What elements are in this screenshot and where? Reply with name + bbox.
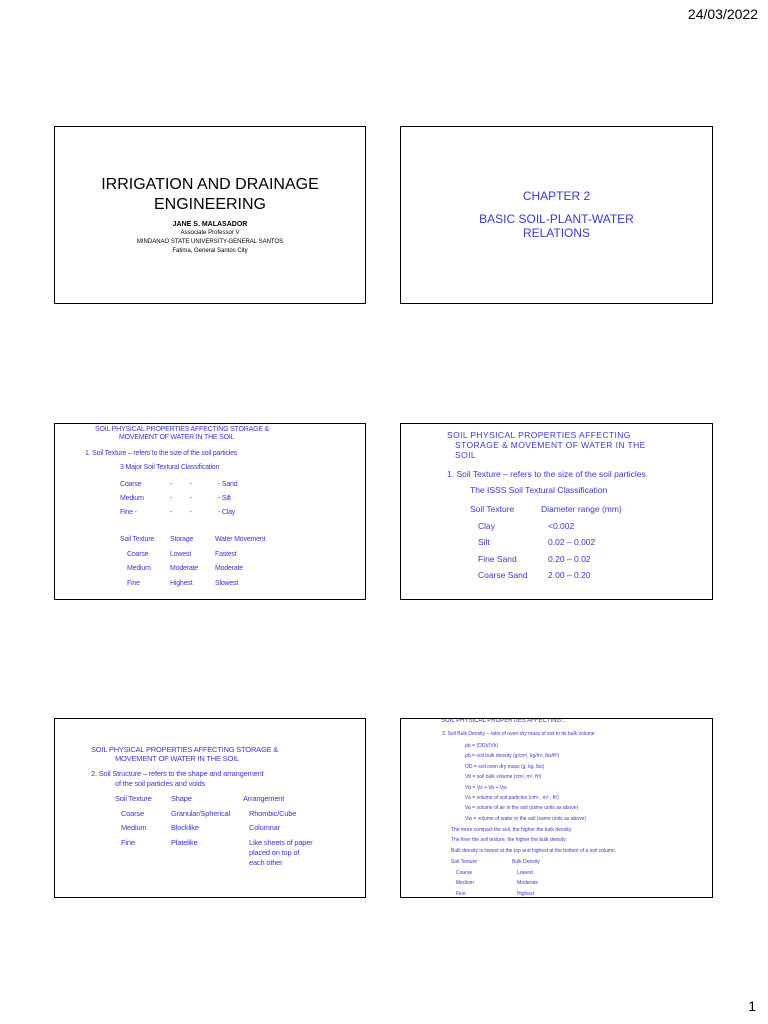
class-result: - Clay [218, 509, 236, 516]
formula-line: ρb = soil bulk density (g/cm³, kg/m³, lbs/ft³) [465, 753, 560, 760]
table-row [470, 567, 622, 584]
table-cell: Coarse [127, 550, 149, 558]
university-location: Fatima, General Santos City [172, 248, 248, 254]
slide5-point-line1: 2. Soil Structure – refers to the shape and arrangement [91, 769, 264, 778]
table-header-row [115, 792, 315, 807]
table-header-row [120, 533, 265, 548]
table-header-row [451, 857, 540, 868]
author-name: JANE S. MALASADOR [172, 221, 248, 228]
slide3-subheading: 3 Major Soil Textural Classification [120, 464, 220, 471]
note-line: Bulk density is lowest at the top and highest at the bottom of a soil column. [451, 847, 617, 854]
note-line: The more compact the soil, the higher the bulk density. [451, 827, 573, 833]
table-cell: Coarse [456, 869, 473, 876]
document-date: 24/03/2022 [687, 6, 758, 22]
table-row [120, 548, 265, 563]
formula-line: Va = volume of air in the soil (same units as above) [465, 805, 579, 812]
table-cell: 0.02 – 0.002 [548, 537, 596, 547]
slide6-formulas [465, 741, 586, 824]
page-number: 1 [748, 998, 756, 1014]
slide-isss-classification [400, 423, 713, 600]
table-row [120, 562, 265, 577]
table-cell: Fine Sand [478, 553, 517, 564]
slide-soil-structure [54, 718, 366, 898]
table-cell: Highest [517, 890, 534, 897]
slide4-point: 1. Soil Texture – refers to the size of the soil particles [447, 469, 646, 479]
slide3-heading-line1: SOIL PHYSICAL PROPERTIES AFFECTING STORAGE & [95, 426, 270, 433]
list-item [120, 506, 237, 520]
table-cell: Moderate [170, 565, 198, 572]
chapter-label: CHAPTER 2 [522, 189, 591, 203]
slide-bulk-density [400, 718, 713, 898]
slide4-table [470, 501, 622, 584]
table-cell: Fine [456, 890, 466, 897]
table-cell: Clay [478, 520, 496, 531]
class-dashes: - - [170, 495, 192, 502]
class-result: - Silt [218, 495, 231, 502]
table-row [470, 534, 622, 551]
table-cell: Fastest [215, 550, 237, 558]
table-cell: Medium [127, 565, 151, 572]
formula-line: Vb = soil bulk volume (cm³, m³, ft³) [465, 774, 542, 781]
slide4-heading-line1: SOIL PHYSICAL PROPERTIES AFFECTING [447, 430, 631, 440]
slide3-heading-line2: MOVEMENT OF WATER IN THE SOIL [119, 434, 235, 441]
formula-line: ρb = (OD)/(Vb) [465, 743, 498, 749]
slide6-heading: SOIL PHYSICAL PROPERTIES AFFECTING... [441, 718, 567, 724]
university-name: MINDANAO STATE UNIVERSITY-GENERAL SANTOS [136, 239, 284, 245]
slide5-heading-line2: MOVEMENT OF WATER IN THE SOIL [115, 754, 239, 763]
slide-chapter [400, 126, 713, 304]
column-header: Shape [171, 794, 192, 803]
column-header: Water Movement [215, 536, 266, 543]
column-header: Storage [170, 536, 194, 543]
column-header: Soil Texture [115, 794, 152, 803]
table-header-row [470, 501, 622, 518]
column-header: Arrangement [243, 794, 285, 803]
chapter-title-line1: BASIC SOIL-PLANT-WATER [479, 212, 634, 226]
slide6-point: 3. Soil Bulk Density – ratio of oven-dry mass of soil to its bulk volume [442, 731, 595, 737]
column-header: Soil Texture [470, 504, 515, 514]
table-row [470, 551, 622, 568]
table-cell: Medium [456, 880, 474, 887]
slide5-heading-line1: SOIL PHYSICAL PROPERTIES AFFECTING STORAGE & [91, 745, 279, 754]
table-cell: <0.002 [548, 520, 575, 531]
table-cell: Lowest [517, 869, 533, 876]
slide5-point-line2: of the soil particles and voids [115, 779, 206, 788]
table-cell: Platelike [171, 837, 198, 847]
table-row [115, 836, 315, 868]
table-cell: Like sheets of paper placed on top of each other [249, 837, 313, 867]
table-cell: Silt [478, 537, 490, 547]
table-cell: Coarse Sand [478, 570, 528, 580]
table-cell: 0.20 – 0.02 [548, 553, 591, 564]
slide6-table [451, 857, 540, 898]
slide4-subheading: The ISSS Soil Textural Classification [470, 485, 608, 495]
class-name: Medium [120, 495, 144, 502]
class-dashes: - - [170, 509, 192, 516]
table-row [451, 889, 540, 898]
table-cell: Rhombic/Cube [249, 808, 297, 818]
table-row [451, 868, 540, 879]
column-header: Bulk Density [512, 859, 540, 865]
table-cell: Coarse [121, 808, 144, 818]
table-cell: Fine [127, 579, 140, 587]
table-row [115, 807, 315, 822]
formula-line: OD = soil oven dry mass (g, kg, lbs) [465, 763, 545, 770]
table-cell: Moderate [215, 565, 243, 572]
class-name: Coarse [120, 481, 142, 488]
note-line: The finer the soil texture, the higher the bulk density. [451, 837, 567, 844]
formula-line: Vs = volume of soil particles (cm³ , m³ , ft³) [465, 795, 559, 802]
column-header: Diameter range (mm) [541, 504, 622, 514]
table-cell: Lowest [170, 550, 191, 558]
author-position: Associate Professor V [180, 230, 240, 236]
list-item [120, 492, 237, 506]
list-item [120, 478, 237, 492]
formula-line: Vw = volume of water in the soil (same units as above) [465, 815, 587, 822]
table-row [470, 518, 622, 535]
course-title-line1: IRRIGATION AND DRAINAGE [101, 176, 319, 193]
formula-line: Vb = Vs + Va + Vw [465, 784, 507, 791]
slide-title [54, 126, 366, 304]
class-result: - Sand [218, 481, 238, 488]
slide3-class-list [120, 478, 237, 520]
chapter-title-line2: RELATIONS [522, 226, 591, 240]
table-cell: Slowest [215, 579, 239, 587]
table-row [451, 878, 540, 889]
class-dashes: - - [170, 481, 192, 488]
slide3-table [120, 533, 265, 591]
slide4-heading-line2: STORAGE & MOVEMENT OF WATER IN THE [455, 440, 646, 450]
table-cell: Highest [170, 579, 193, 587]
table-row [115, 821, 315, 836]
table-row [120, 577, 265, 592]
slide6-notes [451, 825, 616, 856]
column-header: Soil Texture [451, 859, 478, 865]
class-name: Fine - [120, 509, 137, 516]
slide4-heading-line3: SOIL [455, 450, 476, 460]
table-cell: 2.00 – 0.20 [548, 570, 591, 580]
table-cell: Medium [121, 823, 147, 832]
slide-soil-texture-classes [54, 423, 366, 600]
table-cell: Blocklike [171, 823, 199, 832]
table-cell: Moderate [517, 880, 539, 887]
slide5-table [115, 792, 315, 868]
column-header: Soil Texture [120, 536, 155, 543]
table-cell: Columnar [249, 823, 280, 832]
table-cell: Fine [121, 837, 135, 847]
slide3-point: 1. Soil Texture – refers to the size of the soil particles [85, 450, 238, 457]
course-title-line2: ENGINEERING [153, 196, 266, 213]
table-cell: Granular/Spherical [171, 808, 230, 818]
